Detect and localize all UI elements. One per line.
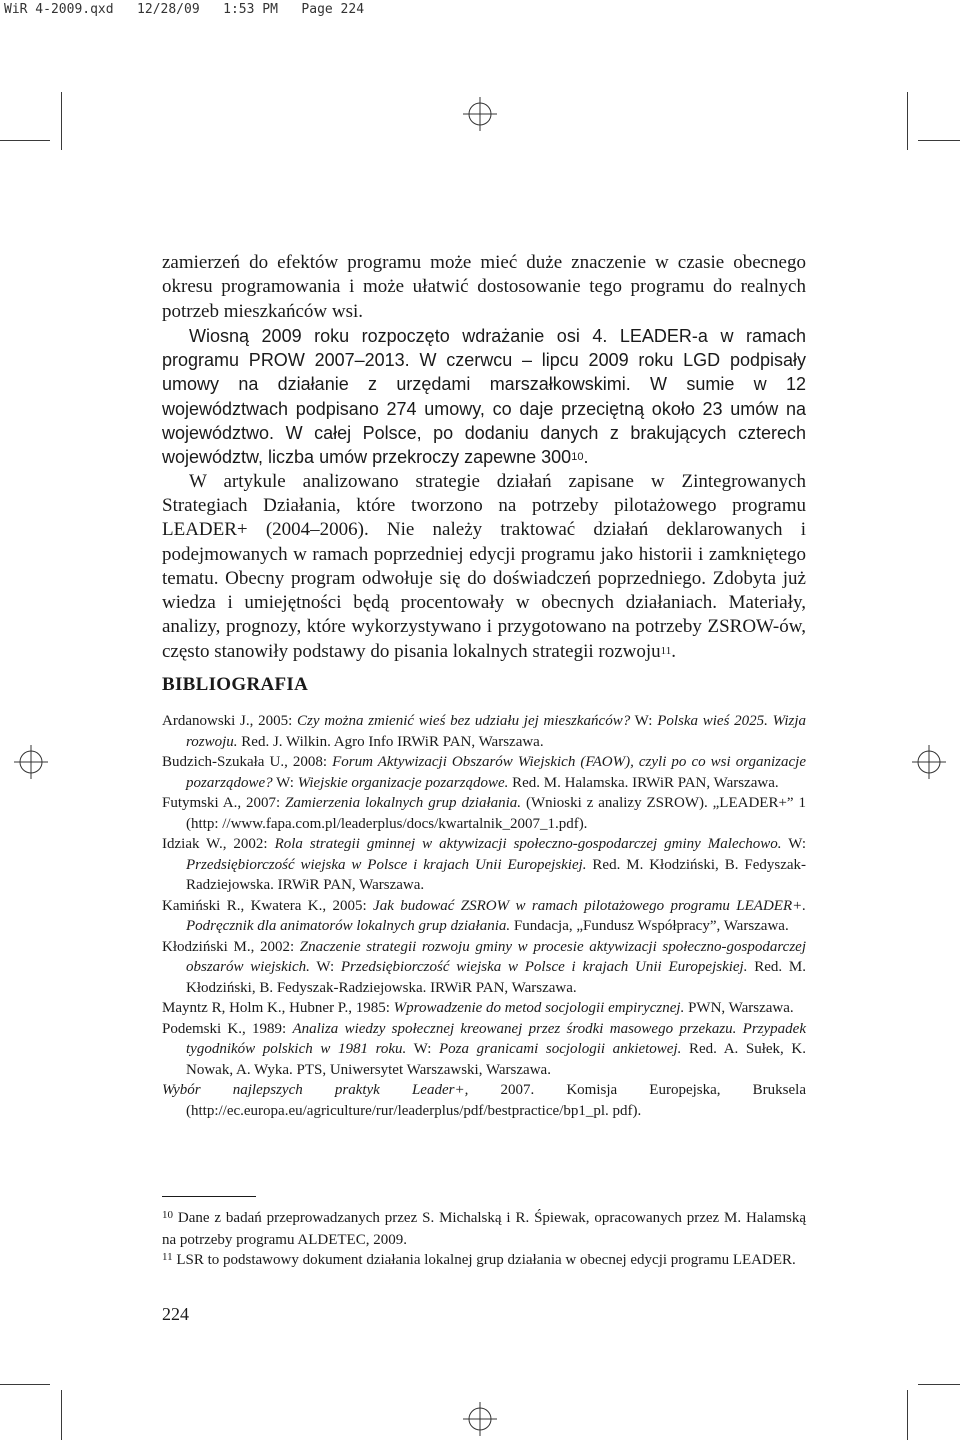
crop-mark (907, 1390, 908, 1440)
footnote: $^{10}$ Dane z badań przeprowadzanych przez S. Michalską i R. Śpiewak, opracowanych przez M. Halamską na potrzeby programu ALDETEC, 2009. (162, 1209, 806, 1248)
bibliography-entry: Idziak W., 2002: Rola strategii gminnej w aktywizacji społeczno-gospodarczej gminy Malechowo. W: Przedsiębiorczość wiejska w Polsce i krajach Unii Europejskiej. Red. M. Kłodziński, B. Fedyszak-Radziejowska. IRWiR PAN, Warszawa. (162, 836, 807, 893)
paragraph: zamierzeń do efektów programu może mieć duże znaczenie w czasie obecnego okresu programowania i może ułatwić dostosowanie tego programu do realnych potrzeb mieszkańców wsi. (162, 252, 806, 322)
registration-mark-icon (463, 1402, 497, 1436)
registration-mark-icon (912, 745, 946, 779)
bibliography-entry: Wybór najlepszych praktyk Leader+, 2007. Komisja Europejska, Bruksela (http://ec.europa.eu/agriculture/rur/leaderplus/pdf/bestpractice/bp1_pl. pdf). (162, 1082, 806, 1119)
crop-mark (918, 1384, 960, 1385)
bibliography-entry: Kłodziński M., 2002: Znaczenie strategii rozwoju gminy w procesie aktywizacji społeczno-gospodarczej obszarów wiejskich. W: Przedsiębiorczość wiejska w Polsce i krajach Unii Europejskiej. Red. M. Kłodziński, B. Fedyszak-Radziejowska. IRWiR PAN, Warszawa. (162, 938, 807, 996)
crop-mark (0, 1384, 50, 1385)
footnote-ref: 10 (571, 451, 584, 464)
registration-mark-icon (14, 745, 48, 779)
registration-mark-icon (463, 97, 497, 131)
paragraph: Wiosną 2009 roku rozpoczęto wdrażanie osi 4. LEADER-a w ramach programu PROW 2007–2013. W czerwcu – lipcu 2009 roku LGD podpisały umowy na działanie z urzędami marszałkowskimi. W sumie w 12 województwach podpisano 274 umowy, co daje przeciętną około 23 umów na województwo. W całej Polsce, po dodaniu danych z brakujących czterech województw, liczba umów przekroczy zapewne $300^{10}$. (162, 325, 806, 468)
body-text (162, 251, 806, 664)
bibliography-entry: Podemski K., 1989: Analiza wiedzy społecznej kreowanej przez środki masowego przekazu. Przypadek tygodników polskich w 1981 roku. W: Poza granicami socjologii ankietowej. Red. A. Sułek, K. Nowak, A. Wyka. PTS, Uniwersytet Warszawski, Warszawa. (162, 1020, 806, 1078)
bibliography-entry: Futymski A., 2007: Zamierzenia lokalnych grup działania. (Wnioski z analizy ZSROW). „LEADER+” 1 (http: //www.fapa.com.pl/leaderplus/docs/kwartalnik_2007_1.pdf). (162, 795, 806, 832)
page-number: 224 (162, 1304, 189, 1324)
footnote-number: 10 (162, 1209, 173, 1221)
file-slug: WiR 4-2009.qxd 12/28/09 1:53 PM Page 224 (4, 2, 365, 17)
footnote-ref: 11 (660, 644, 672, 657)
crop-mark (61, 1390, 62, 1440)
footnote: $^{11}$ LSR to podstawowy dokument działania lokalnej grup działania w obecnej edycji programu LEADER. (162, 1251, 796, 1268)
paragraph: W artykule analizowano strategie działań zapisane w Zintegrowanych Strategiach Działania, które tworzono na potrzeby pilotażowego programu LEADER+ (2004–2006). Nie należy traktować działań deklarowanych i podejmowanych w ramach poprzedniej edycji programu jako historii i zamkniętego tematu. Obecny program odwołuje się do doświadczeń poprzedniego. Zdobyta już wiedza i umiejętności będą procentowały w obecnych działaniach. Materiały, analizy, prognozy, które wykorzystywano i przygotowano na potrzeby ZSROW-ów, często stanowiły podstawy do pisania lokalnych strategii rozwoju$^{11}$. (162, 470, 806, 662)
crop-mark (918, 140, 960, 141)
bibliography-entry: Mayntz R, Holm K., Hubner P., 1985: Wprowadzenie do metod socjologii empirycznej. PWN, Warszawa. (162, 1000, 794, 1016)
footnotes (162, 1208, 806, 1272)
crop-mark (0, 140, 50, 141)
crop-mark (907, 92, 908, 150)
crop-mark (61, 92, 62, 150)
footnote-divider (162, 1196, 256, 1197)
bibliography-entry: Budzich-Szukała U., 2008: Forum Aktywizacji Obszarów Wiejskich (FAOW), czyli po co wsi organizacje pozarządowe? W: Wiejskie organizacje pozarządowe. Red. M. Halamska. IRWiR PAN, Warszawa. (162, 754, 806, 791)
footnote-number: 11 (162, 1251, 173, 1263)
bibliography-list (162, 711, 806, 1121)
section-heading: BIBLIOGRAFIA (162, 674, 309, 695)
bibliography-entry: Ardanowski J., 2005: Czy można zmienić wieś bez udziału jej mieszkańców? W: Polska wieś 2025. Wizja rozwoju. Red. J. Wilkin. Agro Info IRWiR PAN, Warszawa. (162, 713, 806, 750)
bibliography-entry: Kamiński R., Kwatera K., 2005: Jak budować ZSROW w ramach pilotażowego programu LEADER+. Podręcznik dla animatorów lokalnych grup działania. Fundacja, „Fundusz Współpracy”, Warszawa. (162, 897, 807, 934)
